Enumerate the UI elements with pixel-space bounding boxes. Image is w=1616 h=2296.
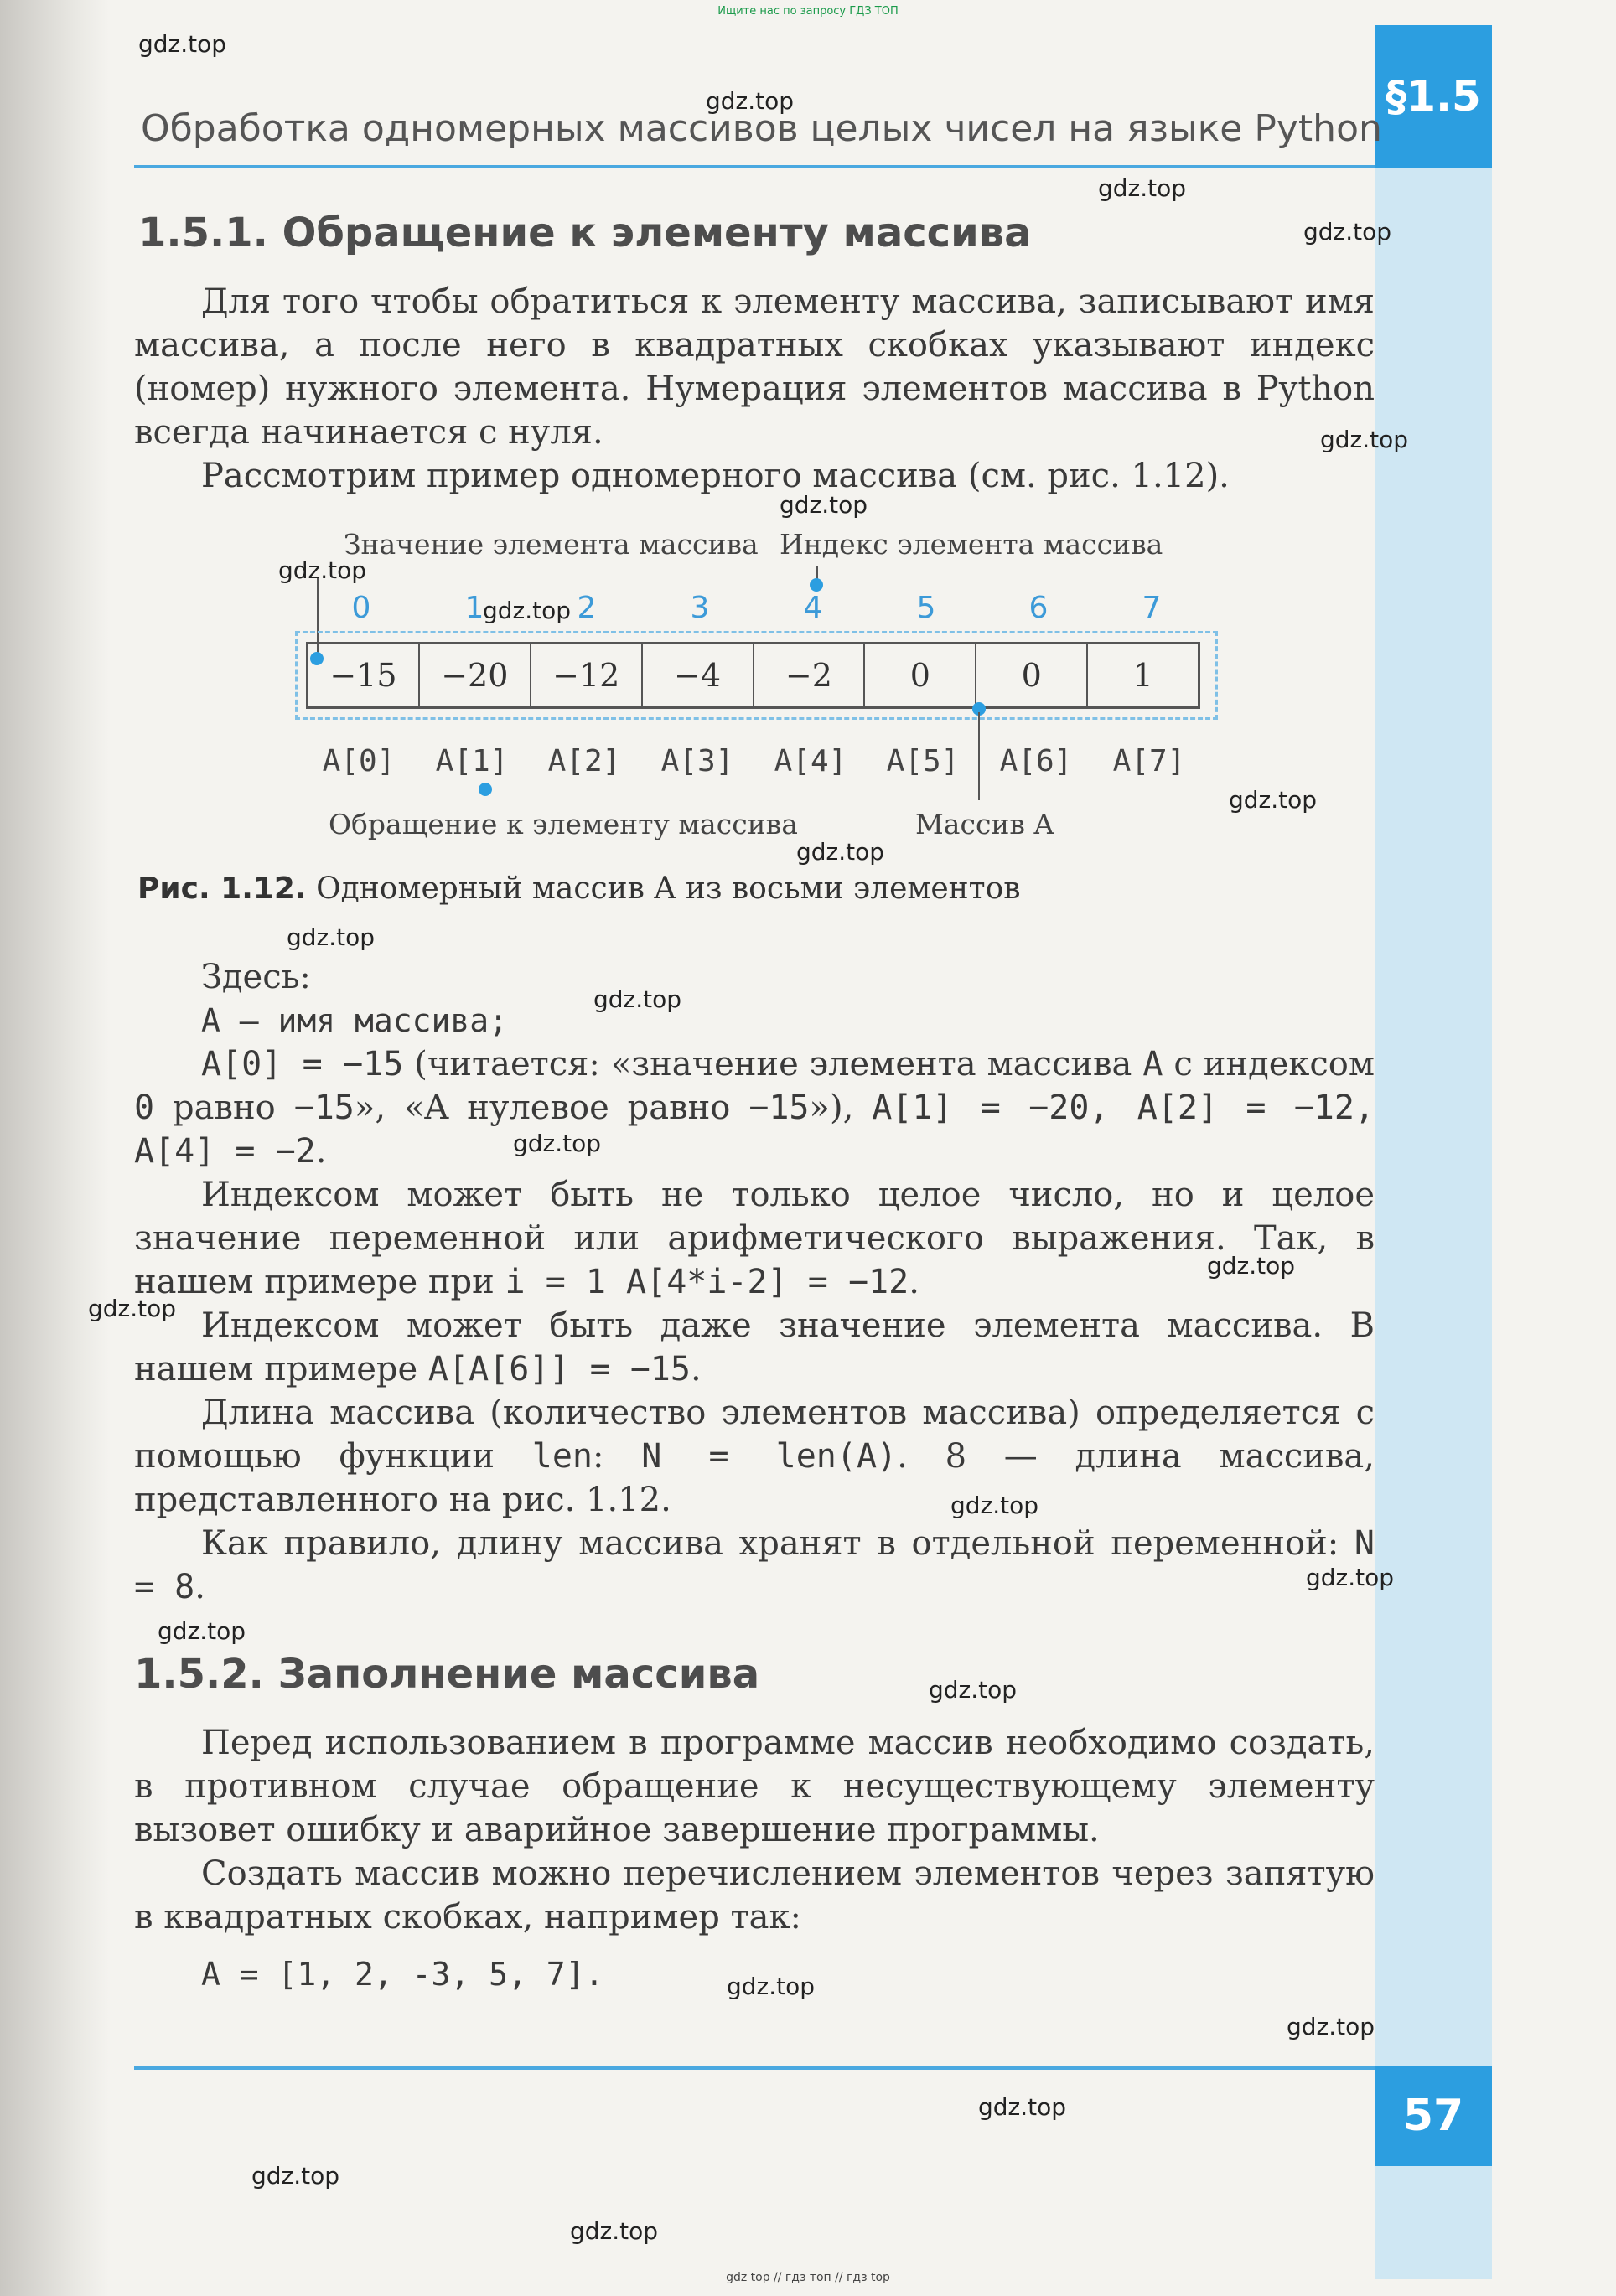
access-label: A[3]	[660, 744, 734, 778]
code-len: len	[531, 1437, 593, 1476]
watermark: gdz.top	[483, 597, 572, 624]
figure-caption-text: Одномерный массив A из восьми элементов	[316, 871, 1021, 906]
array-cell: −15	[308, 644, 420, 706]
watermark: gdz.top	[950, 1492, 1039, 1519]
watermark: gdz.top	[1303, 218, 1392, 246]
code-len-call: N = len(A)	[641, 1437, 898, 1476]
index-label: 3	[690, 591, 710, 625]
label-element-index: Индекс элемента массива	[780, 528, 1163, 561]
code-nested: A[A[6]] = −15	[427, 1350, 691, 1388]
watermark: gdz.top	[978, 2093, 1067, 2121]
code-values: A[1] = −20, A[2] = −12, A[4] = −2	[134, 1089, 1375, 1171]
code-n: N = 8	[134, 1524, 1375, 1606]
watermark: gdz.top	[706, 87, 795, 115]
text: »),	[809, 1089, 873, 1127]
watermark: gdz.top	[513, 1130, 602, 1157]
body-here: Здесь:	[201, 958, 311, 996]
label-element-access: Обращение к элементу массива	[329, 808, 798, 840]
section-2-code: A = [1, 2, -3, 5, 7].	[201, 1956, 604, 1993]
body-length-variable	[134, 1522, 1375, 1609]
code-value: −15	[293, 1089, 355, 1127]
text: .	[194, 1568, 205, 1606]
page-gutter-shadow	[0, 0, 109, 2296]
index-label: 2	[577, 591, 597, 625]
watermark: gdz.top	[278, 556, 367, 584]
label-array-name: Массив A	[915, 808, 1054, 840]
array-cell: 1	[1132, 657, 1153, 694]
text: :	[593, 1437, 642, 1476]
index-label: 4	[803, 591, 823, 625]
text: Длина массива (количество элементов массива) определяется с помощью функции	[134, 1394, 1375, 1476]
page-number: 57	[1375, 2066, 1492, 2166]
body-length	[134, 1391, 1375, 1522]
header-rule	[134, 165, 1375, 168]
body-index-expression	[134, 1173, 1375, 1304]
text: .	[315, 1132, 327, 1171]
array-cell: −4	[643, 644, 754, 706]
right-margin-bar	[1375, 25, 1492, 2279]
body-reading-example	[134, 1042, 1375, 1173]
code-a: A	[1142, 1045, 1163, 1083]
text: (читается: «значение элемента массива	[403, 1045, 1143, 1083]
section-tab: §1.5	[1375, 25, 1492, 168]
watermark: gdz.top	[88, 1295, 177, 1322]
figure-caption	[137, 871, 1021, 906]
label-element-value: Значение элемента массива	[344, 528, 759, 561]
top-note: Ищите нас по запросу ГДЗ ТОП	[717, 5, 899, 18]
figure-caption-number: Рис. 1.12.	[137, 871, 307, 906]
watermark: gdz.top	[796, 838, 885, 866]
text: .	[909, 1263, 919, 1301]
pointer-dot-value	[310, 652, 324, 665]
section-2-title: 1.5.2. Заполнение массива	[134, 1651, 760, 1698]
section-1-paragraph-2: Рассмотрим пример одномерного массива (см. рис. 1.12).	[201, 457, 1230, 495]
index-label: 1	[464, 591, 484, 625]
section-1-title: 1.5.1. Обращение к элементу массива	[138, 209, 1032, 256]
text: .	[690, 1350, 702, 1388]
section-1-paragraph-1: Для того чтобы обратиться к элементу массива, записывают имя массива, а после него в квадратных скобках указывают индекс (номер) нужного элемента. Нумерация элементов массива в Python всегда начинается с нуля.	[134, 282, 1375, 452]
watermark: gdz.top	[1306, 1564, 1395, 1591]
code-zero: 0	[134, 1089, 155, 1127]
watermark: gdz.top	[1098, 174, 1187, 202]
array-cell: 0	[976, 644, 1088, 706]
watermark: gdz.top	[138, 30, 227, 58]
index-label: 6	[1028, 591, 1049, 625]
access-label: A[0]	[322, 744, 396, 778]
index-label: 7	[1142, 591, 1162, 625]
access-label: A[7]	[1112, 744, 1186, 778]
access-label: A[1]	[435, 744, 509, 778]
text: . 8 — длина массива, представленного на рис. 1.12.	[134, 1437, 1375, 1519]
text: », «A нулевое равно	[354, 1089, 749, 1127]
bottom-note: gdz top // гдз топ // гдз top	[726, 2271, 890, 2284]
watermark: gdz.top	[1207, 1252, 1296, 1280]
watermark: gdz.top	[727, 1973, 816, 2000]
code-expression: i = 1 A[4*i-2] = −12	[505, 1263, 909, 1301]
array-cell: −2	[754, 644, 866, 706]
array-cell: −20	[420, 644, 531, 706]
section-2-paragraph-2: Создать массив можно перечислением элементов через запятую в квадратных скобках, например так:	[134, 1854, 1375, 1937]
access-label: A[4]	[774, 744, 847, 778]
watermark: gdz.top	[287, 923, 376, 951]
page-header-title: Обработка одномерных массивов целых чисел на языке Python	[141, 107, 1382, 150]
section-2-paragraph-1: Перед использованием в программе массив необходимо создать, в противном случае обращение к несуществующему элементу вызовет ошибку и аварийное завершение программы.	[134, 1724, 1375, 1849]
watermark: gdz.top	[780, 491, 868, 519]
text: Как правило, длину массива хранят в отдельной переменной:	[201, 1524, 1354, 1563]
watermark: gdz.top	[158, 1617, 246, 1645]
array-cells	[306, 642, 1200, 709]
index-label: 0	[351, 591, 371, 625]
text: Индексом может быть не только целое число, но и целое значение переменной или арифметического выражения. Так, в нашем примере при	[134, 1176, 1375, 1301]
pointer-dot-access	[479, 783, 492, 796]
text: равно	[154, 1089, 294, 1127]
watermark: gdz.top	[593, 985, 682, 1013]
watermark: gdz.top	[929, 1676, 1018, 1704]
array-cell: 0	[865, 644, 976, 706]
access-label: A[5]	[886, 744, 960, 778]
index-label: 5	[916, 591, 936, 625]
watermark: gdz.top	[251, 2162, 340, 2190]
text: Индексом может быть даже значение элемента массива. В нашем примере	[134, 1306, 1375, 1388]
watermark: gdz.top	[1229, 786, 1318, 814]
text: с индексом	[1163, 1045, 1375, 1083]
pointer-dot-index	[810, 578, 823, 592]
access-label: A[2]	[547, 744, 621, 778]
watermark: gdz.top	[1287, 2013, 1375, 2040]
body-index-element	[134, 1304, 1375, 1391]
watermark: gdz.top	[1320, 426, 1409, 453]
watermark: gdz.top	[570, 2217, 659, 2245]
body-array-name: A — имя массива;	[201, 1002, 509, 1039]
code-value: −15	[748, 1089, 810, 1127]
access-label: A[6]	[999, 744, 1073, 778]
code-a0: A[0] = −15	[201, 1045, 404, 1083]
footer-rule	[134, 2066, 1375, 2070]
array-cell: −12	[531, 644, 643, 706]
